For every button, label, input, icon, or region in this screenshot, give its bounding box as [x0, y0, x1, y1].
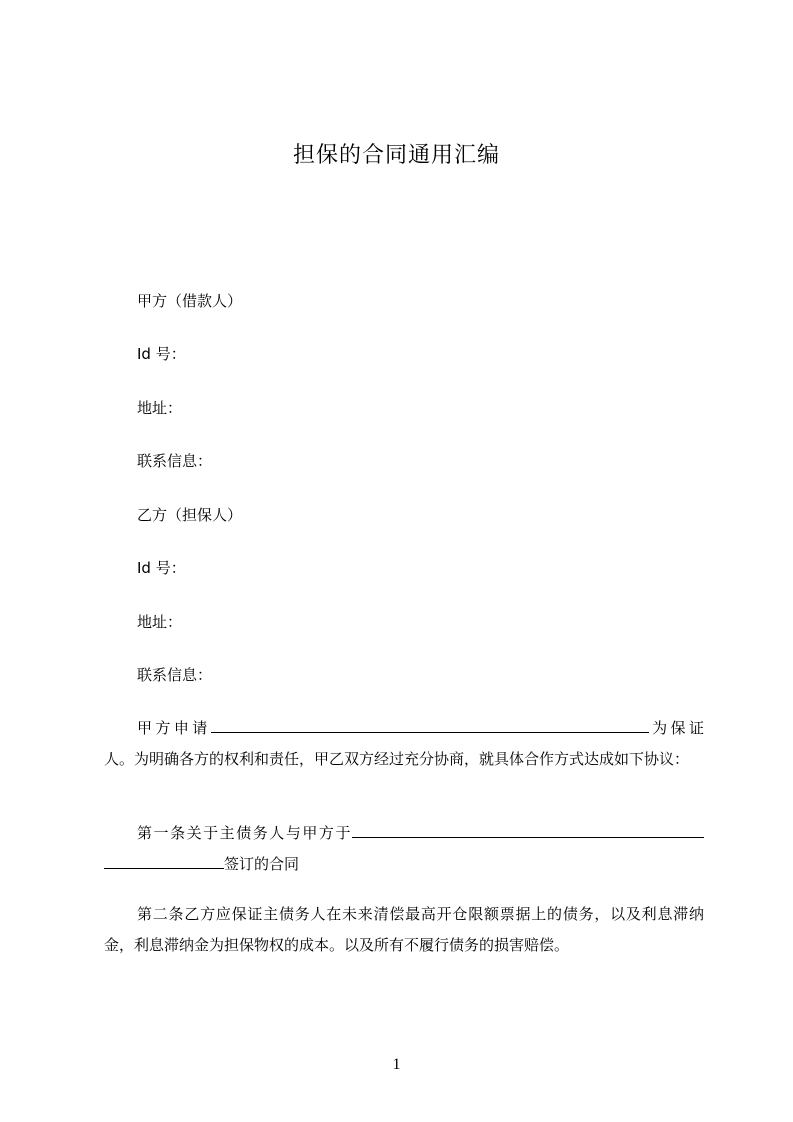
party-a-id-label: Id 号：	[137, 345, 186, 363]
party-a-address-label: 地址：	[137, 399, 183, 417]
party-b-id-label: Id 号：	[137, 559, 186, 577]
article-1-paragraph	[104, 818, 704, 880]
party-a-heading: 甲方（借款人）	[137, 292, 243, 310]
party-a-contact-label: 联系信息：	[137, 452, 213, 470]
article-1-blank-line-1	[352, 823, 704, 838]
intro-blank-line	[211, 718, 649, 733]
article-1-prefix: 第一条关于主债务人与甲方于	[137, 824, 352, 842]
intro-suffix: 为保证人。为明确各方的权利和责任，甲乙双方经过充分协商，就具体合作方式达成如下协议：	[104, 719, 704, 768]
article-1-suffix: 签订的合同	[224, 855, 300, 873]
party-b-address-label: 地址：	[137, 613, 183, 631]
article-2-paragraph: 第二条乙方应保证主债务人在未来清偿最高开仓限额票据上的债务，以及利息滞纳金，利息滞纳金为担保物权的成本。以及所有不履行债务的损害赔偿。	[104, 905, 704, 954]
article-1-blank-line-2	[104, 854, 224, 869]
page-number: 1	[392, 1056, 401, 1073]
party-b-heading: 乙方（担保人）	[137, 506, 243, 524]
party-b-contact-label: 联系信息：	[137, 666, 213, 684]
document-title: 担保的合同通用汇编	[292, 143, 500, 168]
intro-paragraph	[104, 713, 704, 775]
intro-prefix: 甲方申请	[137, 719, 211, 737]
